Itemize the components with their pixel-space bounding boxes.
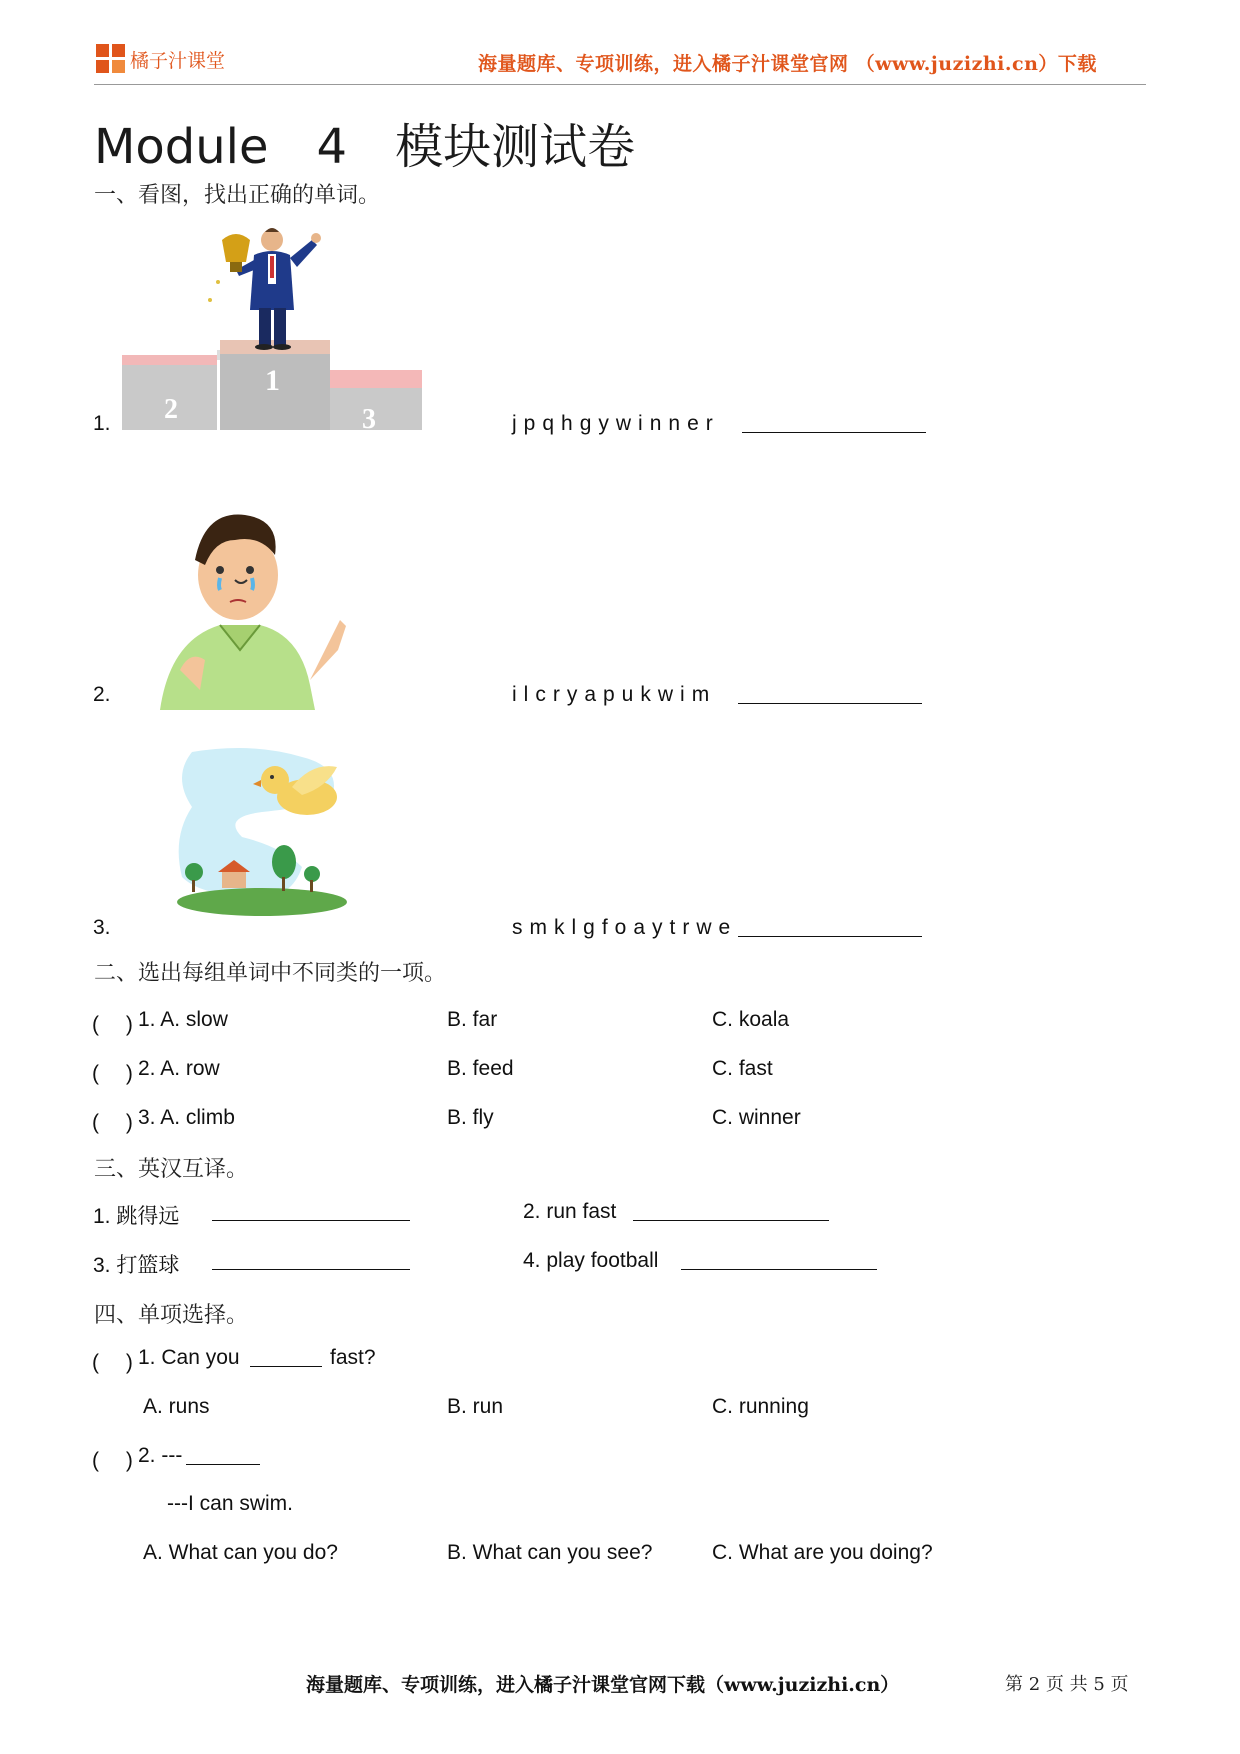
podium-label-2: 2 (164, 394, 178, 425)
item3-answer-blank[interactable] (738, 916, 922, 942)
s4-q2-answer-paren[interactable]: ( ) (92, 1449, 133, 1472)
section4-heading: 四、单项选择。 (94, 1303, 249, 1328)
s4-q2-answer-line: ---I can swim. (167, 1492, 293, 1515)
s2-q3-option-a: 3. A. climb (138, 1106, 235, 1129)
item2-number: 2. (93, 683, 111, 706)
s4-q1-option-a: A. runs (143, 1395, 210, 1418)
s2-q1-option-a: 1. A. slow (138, 1008, 228, 1031)
s2-q1-option-b: B. far (447, 1008, 498, 1031)
s2-q1-answer-paren[interactable]: ( ) (92, 1013, 133, 1036)
item2-letters: ilcryapukwim (512, 683, 717, 706)
s3-item4-label: 4. play football (523, 1249, 659, 1272)
s2-q1-option-c: C. koala (712, 1008, 790, 1031)
s3-item2-blank[interactable] (633, 1200, 829, 1226)
podium-label-3: 3 (362, 404, 376, 430)
s4-q1-answer-paren[interactable]: ( ) (92, 1351, 133, 1374)
s4-q1-stem-end: fast? (330, 1346, 376, 1369)
s2-q2-option-b: B. feed (447, 1057, 514, 1080)
flying-bird-illustration (172, 742, 362, 922)
s2-q3-answer-paren[interactable]: ( ) (92, 1111, 133, 1134)
s4-q2-blank[interactable] (186, 1444, 260, 1470)
section2-heading: 二、选出每组单词中不同类的一项。 (94, 961, 447, 986)
s3-item3-blank[interactable] (212, 1249, 410, 1275)
section1-heading: 一、看图，找出正确的单词。 (94, 183, 381, 208)
s4-q1-stem-start: 1. Can you (138, 1346, 240, 1369)
brand-logo-icon (96, 44, 126, 74)
s4-q1-blank[interactable] (250, 1346, 322, 1372)
header-divider (94, 84, 1146, 85)
page-number: 第 2 页 共 5 页 (1005, 1674, 1129, 1695)
s4-q1-option-c: C. running (712, 1395, 809, 1418)
section3-heading: 三、英汉互译。 (94, 1157, 249, 1182)
s3-item2-label: 2. run fast (523, 1200, 617, 1223)
s4-q2-option-b: B. What can you see? (447, 1541, 653, 1564)
s2-q3-option-c: C. winner (712, 1106, 801, 1129)
s3-item1-label: 1. 跳得远 (93, 1205, 180, 1228)
item2-answer-blank[interactable] (738, 683, 922, 709)
s3-item1-blank[interactable] (212, 1200, 410, 1226)
brand-name: 橘子汁课堂 (130, 50, 226, 72)
s2-q2-option-c: C. fast (712, 1057, 773, 1080)
page-title: Module 4 模块测试卷 (94, 119, 636, 175)
podium-winner-illustration (122, 210, 422, 430)
item1-answer-blank[interactable] (742, 412, 926, 438)
item1-letters: jpqhgywinner (512, 412, 720, 435)
item3-letters: smklgfoaytrwe (512, 916, 738, 939)
s4-q1-option-b: B. run (447, 1395, 504, 1418)
s4-q2-option-c: C. What are you doing? (712, 1541, 933, 1564)
s4-q2-option-a: A. What can you do? (143, 1541, 338, 1564)
crying-boy-illustration (150, 510, 370, 710)
s4-q2-stem: 2. --- (138, 1444, 183, 1467)
item1-number: 1. (93, 412, 111, 435)
s3-item4-blank[interactable] (681, 1249, 877, 1275)
item3-number: 3. (93, 916, 111, 939)
s2-q2-option-a: 2. A. row (138, 1057, 220, 1080)
footer-link[interactable]: 海量题库、专项训练，进入橘子汁课堂官网下载（www.juzizhi.cn） (306, 1674, 900, 1696)
s2-q2-answer-paren[interactable]: ( ) (92, 1062, 133, 1085)
s3-item3-label: 3. 打篮球 (93, 1254, 180, 1277)
s2-q3-option-b: B. fly (447, 1106, 494, 1129)
header-slogan-link[interactable]: 海量题库、专项训练，进入橘子汁课堂官网 （www.juzizhi.cn）下载 (478, 53, 1097, 75)
podium-label-1: 1 (265, 364, 280, 397)
